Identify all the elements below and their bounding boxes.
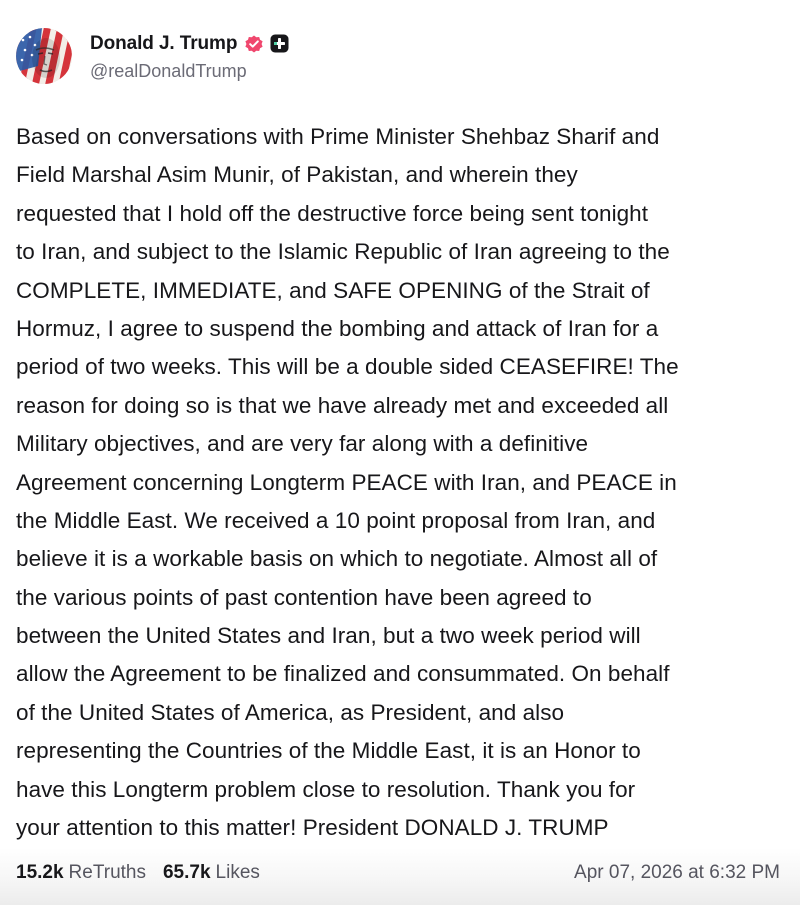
post-text-line: Hormuz, I agree to suspend the bombing and attack of Iran for a <box>16 315 659 341</box>
post-text-line: the Middle East. We received a 10 point proposal from Iran, and <box>16 507 656 533</box>
post-text-line: your attention to this matter! President DONALD J. TRUMP <box>16 815 609 841</box>
post-timestamp[interactable]: Apr 07, 2026 at 6:32 PM <box>574 862 780 883</box>
likes-count: 65.7k <box>162 862 211 883</box>
post-text-line: reason for doing so is that we have already met and exceeded all <box>16 392 669 418</box>
verified-icon <box>244 34 264 54</box>
retruths-label: ReTruths <box>68 862 146 883</box>
post-header <box>16 27 289 85</box>
plus-icon <box>270 34 289 53</box>
author-identity <box>90 31 289 82</box>
post-text-line: allow the Agreement to be finalized and consummated. On behalf <box>16 661 670 687</box>
post-text-line: COMPLETE, IMMEDIATE, and SAFE OPENING of the Strait of <box>16 277 650 303</box>
post-body <box>16 118 786 847</box>
post-text-line: representing the Countries of the Middle East, it is an Honor to <box>16 738 641 764</box>
avatar-flag-portrait-icon <box>16 28 72 84</box>
post-text-line: requested that I hold off the destructive force being sent tonight <box>16 200 649 226</box>
user-handle[interactable]: @realDonaldTrump <box>90 60 247 81</box>
post-text-line: between the United States and Iran, but a two week period will <box>16 623 641 649</box>
post-text-line: believe it is a workable basis on which to negotiate. Almost all of <box>16 546 658 572</box>
post-footer <box>0 848 800 905</box>
post-text-line: Based on conversations with Prime Minister Shehbaz Sharif and <box>16 124 660 149</box>
display-name[interactable]: Donald J. Trump <box>90 32 238 54</box>
likes-label: Likes <box>215 862 260 883</box>
post-stats <box>16 862 277 884</box>
likes-stat[interactable] <box>163 862 260 884</box>
post-text-line: period of two weeks. This will be a double sided CEASEFIRE! The <box>16 354 679 380</box>
avatar[interactable] <box>16 28 72 84</box>
post-text-line: Military objectives, and are very far along with a definitive <box>16 431 589 457</box>
post-text-line: the various points of past contention have been agreed to <box>16 584 592 610</box>
name-row <box>90 31 289 57</box>
post-text-line: Field Marshal Asim Munir, of Pakistan, and wherein they <box>16 162 578 188</box>
post-text-line: of the United States of America, as President, and also <box>16 699 565 725</box>
retruths-stat[interactable] <box>16 862 146 884</box>
post-text-line: have this Longterm problem close to resolution. Thank you for <box>16 776 636 802</box>
retruths-count: 15.2k <box>16 862 64 883</box>
post-text-line: to Iran, and subject to the Islamic Republic of Iran agreeing to the <box>16 239 670 265</box>
post-text-line: Agreement concerning Longterm PEACE with Iran, and PEACE in <box>16 469 677 495</box>
